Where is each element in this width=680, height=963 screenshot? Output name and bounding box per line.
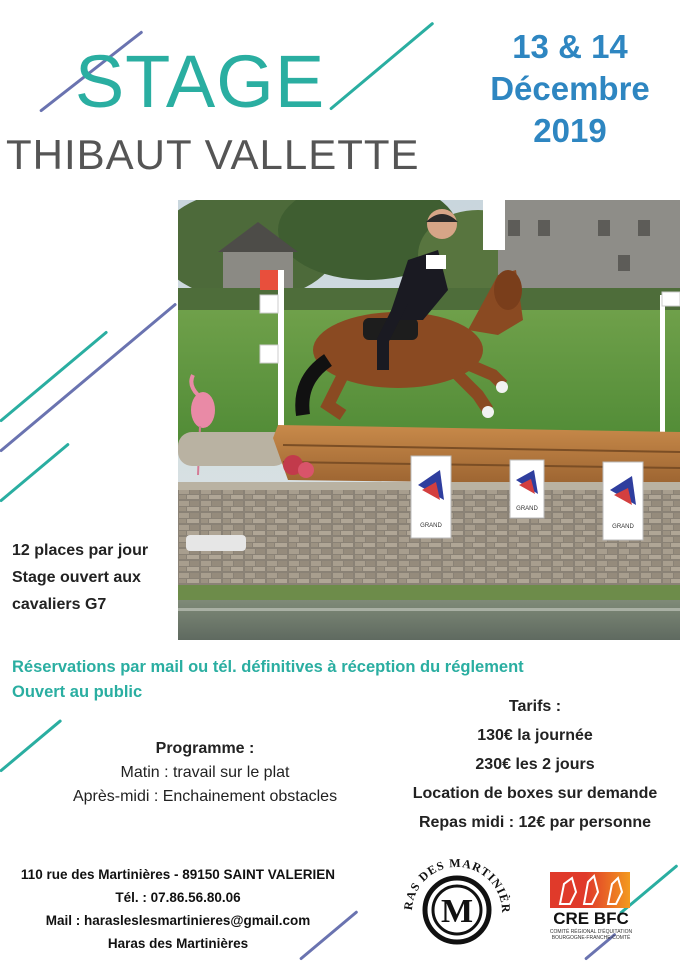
- programme-item: Après-midi : Enchainement obstacles: [72, 788, 338, 805]
- reservation-line: Réservations par mail ou tél. définitives à réception du réglement: [12, 658, 524, 676]
- decorative-line: [0, 443, 70, 503]
- banner: [510, 460, 544, 518]
- reservation-line: Ouvert au public: [12, 683, 143, 701]
- rider-name: THIBAUT VALLETTE: [6, 131, 420, 178]
- date-line: 2019: [533, 112, 607, 149]
- tarif-item: 130€ la journée: [477, 727, 593, 744]
- organisation-name: Haras des Martinières: [107, 936, 249, 951]
- seal-letter: M: [440, 893, 474, 930]
- banner: [603, 462, 643, 540]
- event-date: [470, 26, 670, 152]
- horse-heads-icon: [550, 872, 630, 908]
- info-line: Stage ouvert aux: [12, 569, 141, 586]
- tarifs-heading: Tarifs :: [508, 698, 562, 715]
- tarif-item: Location de boxes sur demande: [412, 785, 658, 802]
- banner: [411, 456, 451, 538]
- stage-info: [12, 537, 148, 618]
- cre-bfc-logo: [548, 872, 638, 952]
- decorative-line: [0, 303, 177, 453]
- decorative-line: [0, 330, 108, 422]
- banner-text: GRAND: [420, 523, 442, 529]
- contact-info: [8, 863, 348, 955]
- tarif-item: 230€ les 2 jours: [475, 756, 595, 773]
- event-photo: [178, 200, 680, 640]
- programme-heading: Programme :: [155, 740, 255, 757]
- banner-text: GRAND: [612, 524, 634, 530]
- info-line: 12 places par jour: [12, 542, 149, 559]
- cre-logo-caption: COMITÉ RÉGIONAL D'ÉQUITATION: [549, 929, 633, 935]
- page-title: STAGE: [74, 40, 326, 123]
- date-line: Décembre: [490, 70, 650, 107]
- banner-text: GRAND: [516, 506, 538, 512]
- address: 110 rue des Martinières - 89150 SAINT VALERIEN: [20, 867, 336, 882]
- haras-seal-icon: [398, 850, 516, 958]
- haras-logo: [398, 850, 516, 958]
- cre-logo-name: CRE BFC: [553, 909, 629, 928]
- phone: Tél. : 07.86.56.80.06: [115, 890, 241, 905]
- seal-ring-text: RAS DES MARTINIÈR: [400, 855, 514, 915]
- cre-logo-caption: BOURGOGNE-FRANCHE-COMTÉ: [551, 935, 631, 941]
- decorative-line: [329, 22, 434, 111]
- email: Mail : harasleslesmartinieres@gmail.com: [45, 913, 311, 928]
- info-line: cavaliers G7: [12, 596, 107, 613]
- tarifs: [390, 692, 680, 837]
- cross-country-jump-illustration: [178, 200, 680, 640]
- tarif-item: Repas midi : 12€ par personne: [418, 814, 652, 831]
- programme-item: Matin : travail sur le plat: [120, 764, 290, 781]
- date-line: 13 & 14: [512, 28, 628, 65]
- cre-logo-banner: [550, 872, 630, 908]
- programme: [30, 737, 380, 809]
